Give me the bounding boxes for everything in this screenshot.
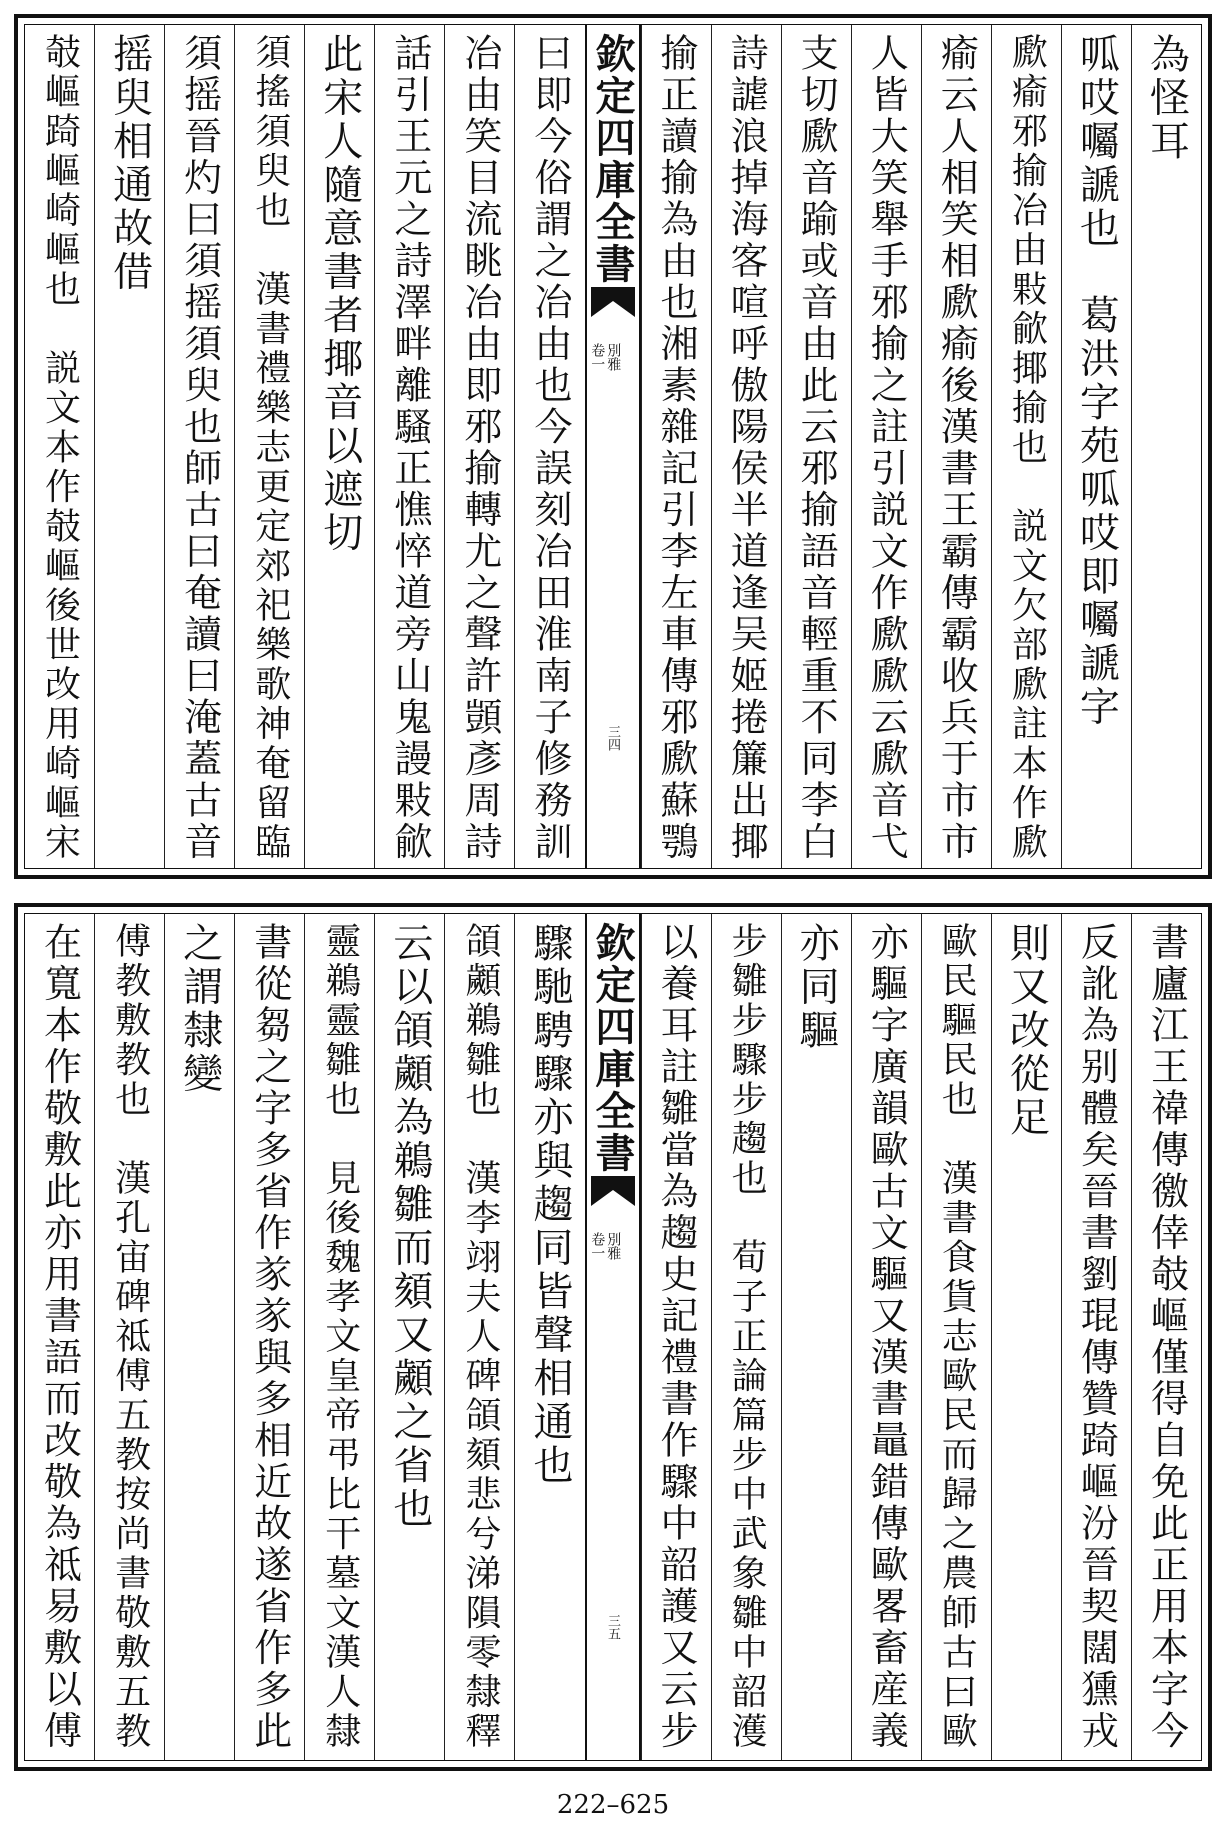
column-text: 書從芻之字多省作㒸㒸與多相近故遂省作多此 [247, 922, 292, 1752]
banner-title: 欽定四庫全書 [589, 33, 636, 285]
column-text: 此宋人隨意書者揶音以遮切 [316, 33, 363, 555]
top-page-frame [24, 24, 1202, 869]
text-column [1061, 25, 1131, 868]
text-column [921, 25, 991, 868]
column-text: 為怪耳 [1143, 33, 1190, 164]
column-text: 人皆大笑舉手邪揄之註引説文作歋歋云歋音弋 [864, 33, 909, 863]
top-columns [25, 25, 1201, 868]
text-column [94, 25, 164, 868]
column-text: 曰即今俗謂之冶由也今誤刻冶田淮南子修務訓 [527, 33, 572, 863]
page-number: 三四 [605, 725, 620, 751]
column-text: 冶由笑目流眺冶由即邪揄轉尤之聲許顗彥周詩 [457, 33, 502, 863]
column-text: 反訛為别體矣晉書劉琨傳贊踦嶇汾晉契闊獯戎 [1074, 922, 1119, 1752]
text-column [234, 25, 304, 868]
column-text: 歐民驅民也 漢書食貨志歐民而歸之農師古曰歐 [936, 922, 978, 1752]
text-column [711, 25, 781, 868]
text-column [991, 914, 1061, 1760]
text-column [304, 914, 374, 1760]
column-text: 歋瘉邪揄冶由敤歈揶揄也 説文欠部歋註本作歋 [1006, 33, 1048, 863]
text-column [641, 914, 711, 1760]
text-column [374, 914, 444, 1760]
text-column [781, 914, 851, 1760]
text-column [514, 914, 584, 1760]
column-text: 攲嶇踦嶇崎嶇也 説文本作攲嶇後世改用崎嶇宋 [39, 33, 81, 863]
text-column [304, 25, 374, 868]
column-text: 驟馳騁驟亦與趨同皆聲相通也 [526, 922, 573, 1488]
page-number: 三五 [605, 1614, 620, 1640]
text-column [94, 914, 164, 1760]
banner-volume: 卷一 [589, 343, 606, 371]
column-text: 瘉云人相笑相歋瘉後漢書王霸傳霸收兵于市市 [934, 33, 979, 863]
column-text: 以養耳註雛當為趨史記禮書作驟中韶護又云步 [654, 922, 699, 1752]
fish-tail-icon [591, 287, 635, 317]
column-text: 亦同驅 [793, 922, 840, 1053]
text-column [444, 25, 514, 868]
column-text: 須搖須臾也 漢書禮樂志更定郊祀樂歌神奄留臨 [249, 33, 291, 863]
banner-title: 欽定四庫全書 [589, 922, 636, 1174]
fish-tail-icon [591, 1176, 635, 1206]
column-text: 頜顪鵜雛也 漢李翊夫人碑頜頦悲兮涕隕零隸釋 [459, 922, 501, 1752]
text-column [234, 914, 304, 1760]
column-text: 在寬本作敬敷此亦用書語而改敬為祗易敷以傅 [37, 922, 82, 1752]
text-column [25, 25, 94, 868]
text-column [851, 25, 921, 868]
column-text: 呱哎囑謕也 葛洪字苑呱哎即囑謕字 [1073, 33, 1120, 729]
column-text: 摇臾相通故借 [106, 33, 153, 294]
text-column [164, 914, 234, 1760]
center-banner [585, 25, 641, 868]
column-text: 書廬江王禕傳徼倖攲嶇僅得自免此正用本字今 [1144, 922, 1189, 1752]
column-text: 亦驅字廣韻歐古文驅又漢書鼂錯傳歐畧畜産義 [864, 922, 909, 1752]
column-text: 之謂隸變 [176, 922, 223, 1096]
banner-volume: 卷一 [589, 1232, 606, 1260]
column-text: 須摇晉灼曰須摇須臾也師古曰奄讀曰淹蓋古音 [177, 33, 222, 863]
text-column [1131, 25, 1201, 868]
text-column [991, 25, 1061, 868]
column-text: 揄正讀揄為由也湘素雜記引李左車傳邪歋蘇鶚 [654, 33, 699, 863]
text-column [921, 914, 991, 1760]
column-text: 支切歋音踰或音由此云邪揄語音輕重不同李白 [794, 33, 839, 863]
bottom-columns [25, 914, 1201, 1760]
text-column [164, 25, 234, 868]
bottom-page-frame [24, 913, 1202, 1761]
text-column [851, 914, 921, 1760]
banner-book: 別雅 [605, 1232, 622, 1260]
text-column [374, 25, 444, 868]
column-text: 云以頜顪為鵜雛而頦又顪之省也 [386, 922, 433, 1531]
center-banner [585, 914, 641, 1760]
column-text: 則又改從足 [1003, 922, 1050, 1140]
column-text: 步雛步驟步趨也 荀子正論篇步中武象雛中韶濩 [726, 922, 768, 1752]
bottom-page [14, 903, 1212, 1771]
text-column [1061, 914, 1131, 1760]
text-column [514, 25, 584, 868]
text-column [1131, 914, 1201, 1760]
text-column [781, 25, 851, 868]
column-text: 傅教敷教也 漢孔宙碑祗傅五教按尚書敬敷五教 [109, 922, 151, 1752]
column-text: 靈鵜靈雛也 見後魏孝文皇帝弔比干墓文漢人隸 [319, 922, 361, 1752]
column-text: 詩謔浪掉海客喧呼傲陽侯半道逢吴姬捲簾出揶 [724, 33, 769, 863]
text-column [25, 914, 94, 1760]
text-column [711, 914, 781, 1760]
column-text: 話引王元之詩澤畔離騷正憔悴道旁山鬼謾敤歈 [387, 33, 432, 863]
top-page [14, 14, 1212, 879]
text-column [641, 25, 711, 868]
text-column [444, 914, 514, 1760]
folio-number: 222–625 [556, 1790, 670, 1820]
banner-book: 別雅 [605, 343, 622, 371]
